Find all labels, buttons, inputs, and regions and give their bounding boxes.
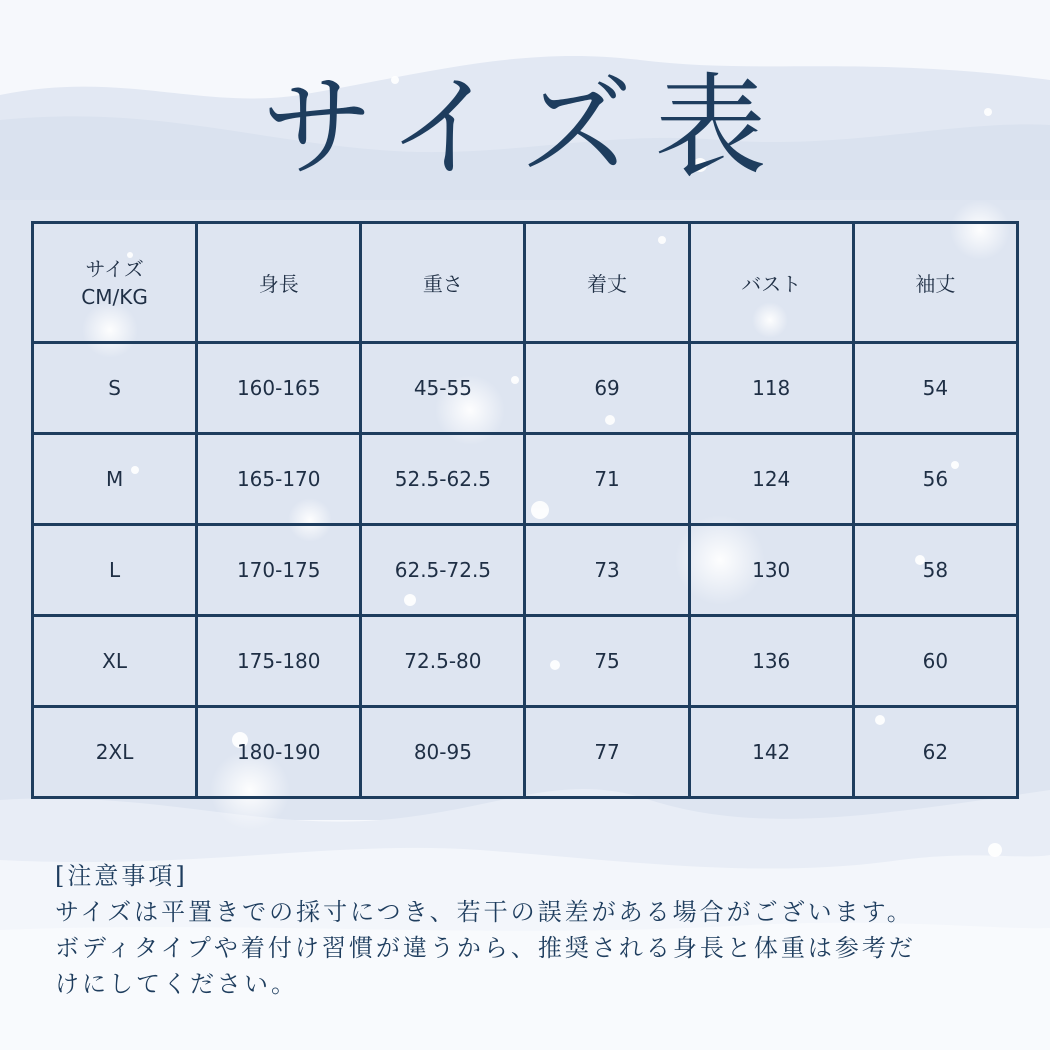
cell-bust: 124 — [689, 434, 853, 525]
cell-length: 75 — [525, 616, 689, 707]
table-row — [33, 434, 1018, 525]
cell-bust: 130 — [689, 525, 853, 616]
cell-sleeve: 56 — [853, 434, 1017, 525]
header-height: 身長 — [197, 223, 361, 343]
cell-weight: 52.5-62.5 — [361, 434, 525, 525]
cell-sleeve: 58 — [853, 525, 1017, 616]
header-sleeve: 袖丈 — [853, 223, 1017, 343]
cell-height: 175-180 — [197, 616, 361, 707]
header-length: 着丈 — [525, 223, 689, 343]
table-row — [33, 707, 1018, 798]
cell-length: 69 — [525, 343, 689, 434]
cell-weight: 62.5-72.5 — [361, 525, 525, 616]
header-size — [33, 223, 197, 343]
cell-size: 2XL — [33, 707, 197, 798]
header-size-label: サイズ — [85, 256, 144, 281]
cell-size: XL — [33, 616, 197, 707]
cell-sleeve: 54 — [853, 343, 1017, 434]
cell-length: 71 — [525, 434, 689, 525]
cell-height: 160-165 — [197, 343, 361, 434]
cell-bust: 142 — [689, 707, 853, 798]
cell-bust: 136 — [689, 616, 853, 707]
cell-sleeve: 60 — [853, 616, 1017, 707]
page-title: サイズ表 — [261, 63, 789, 193]
cell-size: S — [33, 343, 197, 434]
notes-section — [55, 858, 1015, 1002]
table-row — [33, 616, 1018, 707]
cell-height: 165-170 — [197, 434, 361, 525]
cell-size: L — [33, 525, 197, 616]
table-header-row — [33, 223, 1018, 343]
header-bust: バスト — [689, 223, 853, 343]
cell-length: 73 — [525, 525, 689, 616]
header-unit-label: CM/KG — [81, 284, 148, 309]
cell-height: 180-190 — [197, 707, 361, 798]
notes-line: ボディタイプや着付け習慣が違うから、推奨される身長と体重は参考だ — [55, 934, 916, 962]
size-table — [31, 221, 1019, 799]
cell-weight: 45-55 — [361, 343, 525, 434]
header-weight: 重さ — [361, 223, 525, 343]
notes-line: けにしてください。 — [55, 970, 298, 998]
cell-height: 170-175 — [197, 525, 361, 616]
cell-length: 77 — [525, 707, 689, 798]
cell-weight: 72.5-80 — [361, 616, 525, 707]
table-row — [33, 343, 1018, 434]
cell-weight: 80-95 — [361, 707, 525, 798]
notes-heading: [注意事項] — [55, 862, 188, 890]
cell-bust: 118 — [689, 343, 853, 434]
table-row — [33, 525, 1018, 616]
notes-line: サイズは平置きでの採寸につき、若干の誤差がある場合がございます。 — [55, 898, 914, 926]
cell-sleeve: 62 — [853, 707, 1017, 798]
cell-size: M — [33, 434, 197, 525]
